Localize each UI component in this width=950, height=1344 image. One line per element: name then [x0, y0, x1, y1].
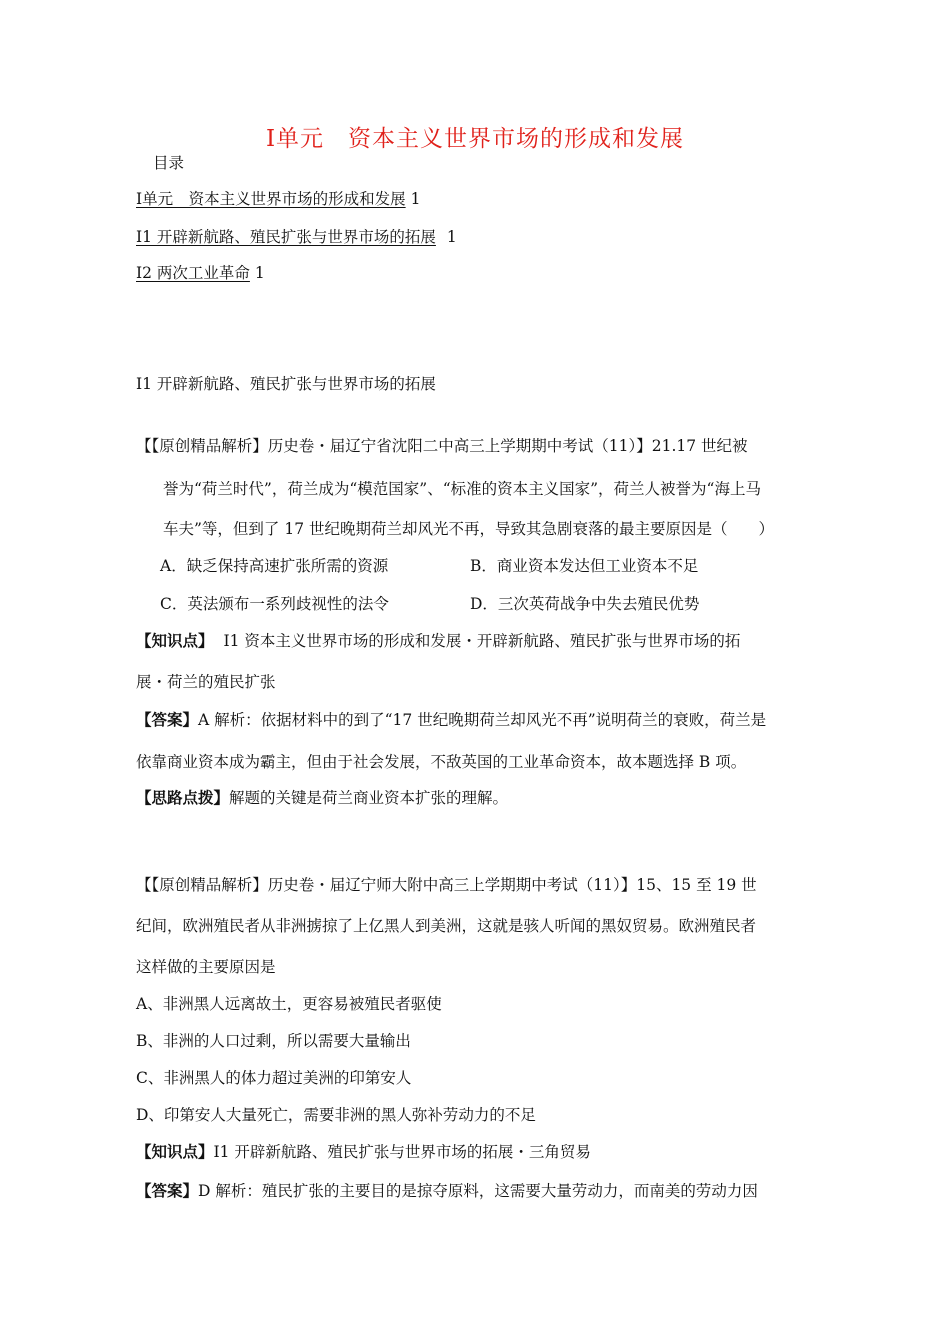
answer-label: 【答案】 [136, 1181, 199, 1200]
question-2-knowledge-point [136, 1141, 591, 1163]
question-1-option-d: D．三次英荷战争中失去殖民优势 [470, 595, 700, 613]
knowledge-point-label: 【知识点】 [136, 1142, 214, 1161]
answer-text: A 解析：依据材料中的到了“17 世纪晚期荷兰却风光不再”说明荷兰的衰败，荷兰是 [198, 711, 767, 729]
toc-item [136, 188, 420, 210]
tip-label: 【思路点拨】 [136, 788, 230, 807]
question-2-option-a: A、非洲黑人远离故土，更容易被殖民者驱使 [136, 995, 442, 1013]
question-2-answer [136, 1180, 758, 1202]
toc-link[interactable]: I2 两次工业革命 [136, 264, 250, 282]
question-1-answer-cont: 依靠商业资本成为霸主，但由于社会发展，不敌英国的工业革命资本，故本题选择 B 项。 [136, 753, 747, 771]
section-heading: I1 开辟新航路、殖民扩张与世界市场的拓展 [136, 375, 436, 393]
toc-link[interactable]: I单元 资本主义世界市场的形成和发展 [136, 190, 406, 208]
question-1-answer [136, 709, 766, 731]
toc-item [136, 226, 457, 248]
answer-label: 【答案】 [136, 710, 199, 729]
question-2-option-b: B、非洲的人口过剩，所以需要大量输出 [136, 1032, 411, 1050]
question-2-option-d: D、印第安人大量死亡，需要非洲的黑人弥补劳动力的不足 [136, 1106, 536, 1124]
question-1-text: 车夫”等，但到了 17 世纪晚期荷兰却风光不再，导致其急剧衰落的最主要原因是（ ） [163, 520, 775, 538]
question-1-source: 【【原创精品解析】历史卷・届辽宁省沈阳二中高三上学期期中考试（11）】21.17 世纪被 [136, 437, 748, 455]
toc-heading: 目录 [153, 154, 185, 172]
toc-item [136, 262, 265, 284]
knowledge-point-label: 【知识点】 [136, 631, 214, 650]
toc-page-number: 1 [254, 264, 265, 282]
question-1-option-a: A．缺乏保持高速扩张所需的资源 [160, 557, 389, 575]
toc-page-number: 1 [410, 190, 421, 208]
question-1-option-c: C．英法颁布一系列歧视性的法令 [160, 595, 389, 613]
question-1-text: 誉为“荷兰时代”，荷兰成为“模范国家”、“标准的资本主义国家”，荷兰人被誉为“海上马 [163, 480, 761, 498]
question-2-text: 这样做的主要原因是 [136, 958, 276, 976]
question-2-source: 【【原创精品解析】历史卷・届辽宁师大附中高三上学期期中考试（11）】15、15 至 19 世 [136, 876, 757, 894]
document-title: Ⅰ单元 资本主义世界市场的形成和发展 [265, 126, 685, 152]
knowledge-point-text: I1 资本主义世界市场的形成和发展・开辟新航路、殖民扩张与世界市场的拓 [223, 632, 741, 650]
question-2-option-c: C、非洲黑人的体力超过美洲的印第安人 [136, 1069, 412, 1087]
tip-text: 解题的关键是荷兰商业资本扩张的理解。 [229, 789, 509, 807]
question-1-tip [136, 787, 508, 809]
question-1-knowledge-point-cont: 展・荷兰的殖民扩张 [136, 673, 276, 691]
toc-page-number: 1 [446, 228, 457, 246]
question-1-option-b: B．商业资本发达但工业资本不足 [470, 557, 699, 575]
answer-text: D 解析：殖民扩张的主要目的是掠夺原料，这需要大量劳动力，而南美的劳动力因 [198, 1182, 758, 1200]
toc-link[interactable]: I1 开辟新航路、殖民扩张与世界市场的拓展 [136, 228, 436, 246]
knowledge-point-text: I1 开辟新航路、殖民扩张与世界市场的拓展・三角贸易 [213, 1143, 591, 1161]
question-1-knowledge-point [136, 630, 740, 652]
question-2-text: 纪间，欧洲殖民者从非洲掳掠了上亿黑人到美洲，这就是骇人听闻的黑奴贸易。欧洲殖民者 [136, 917, 757, 935]
